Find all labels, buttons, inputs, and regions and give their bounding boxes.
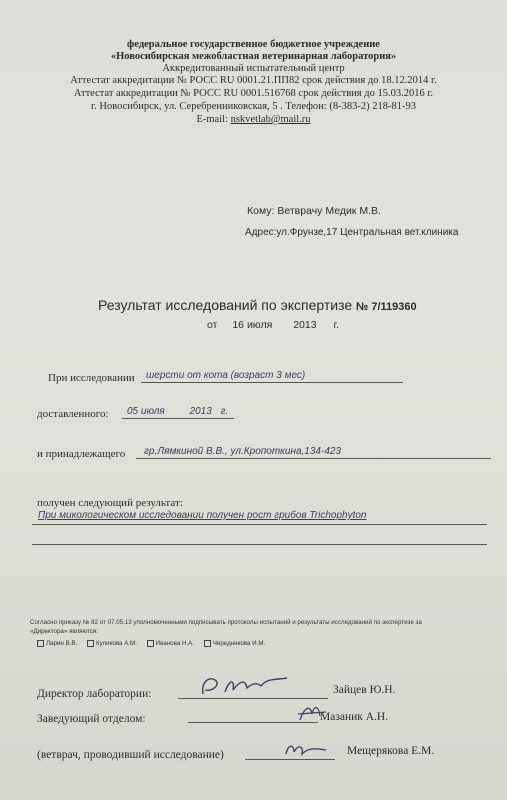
delivered-underline [122, 418, 234, 419]
title-number: № 7/119360 [356, 301, 417, 313]
director-name: Зайцев Ю.Н. [333, 684, 396, 696]
delivered-label: доставленного: [37, 408, 109, 420]
email-label: E-mail: [196, 114, 228, 125]
org-type: федеральное государственное бюджетное учреждение [127, 39, 380, 50]
result-value: При микологическом исследовании получен рост грибов Trichophyton [38, 510, 367, 521]
director-signature [195, 672, 295, 702]
delivered-year: 2013 [189, 406, 212, 417]
title-from: от [207, 319, 218, 331]
title-year-suffix: г. [333, 319, 339, 331]
result-underline-1 [32, 524, 487, 525]
org-name: «Новосибирская межобластная ветеринарная лаборатория» [110, 51, 397, 62]
owner-label: и принадлежащего [37, 448, 126, 460]
authorized-person: Куликова А.М. [87, 640, 137, 647]
owner-underline [136, 458, 491, 459]
authorized-person: Ларин В.В. [37, 640, 77, 647]
result-underline-2 [32, 544, 487, 545]
checkbox-icon [147, 640, 154, 647]
vet-signature [282, 740, 330, 760]
authorized-person: Чередникова И.М. [204, 640, 265, 647]
authorized-person: Иванова Н.А. [147, 640, 194, 647]
result-label: получен следующий результат: [37, 497, 183, 509]
director-label: Директор лаборатории: [37, 688, 152, 700]
title-day-month: 16 июля [232, 319, 273, 331]
title-date [207, 319, 339, 331]
research-value: шерсти от кота (возраст 3 мес) [146, 370, 306, 381]
recipient-address: Адрес:ул.Фрунзе,17 Центральная вет.клиника [245, 227, 459, 238]
authorized-list [37, 640, 265, 647]
checkbox-icon [37, 640, 44, 647]
owner-value: гр.Лямкиной В.В., ул.Кропоткина,134-423 [144, 446, 342, 457]
checkbox-icon [87, 640, 94, 647]
footnote-line2: «Директора» являются: [30, 628, 98, 635]
delivered-suffix: г. [220, 406, 229, 417]
head-name: Мазаник А.Н. [320, 711, 389, 723]
email-line [0, 114, 507, 126]
vet-name: Мещерякова Е.М. [347, 745, 435, 757]
research-label: При исследовании [48, 372, 135, 384]
attestat-2: Аттестат аккредитации № РОСС RU 0001.516768 срок действия до 15.03.2016 г. [73, 88, 434, 99]
center-name: Аккредитованный испытательный центр [162, 63, 345, 74]
research-underline [141, 382, 403, 383]
page-title [98, 297, 417, 313]
email-link[interactable]: nskvetlab@mail.ru [230, 114, 311, 125]
head-label: Заведующий отделом: [37, 713, 146, 725]
recipient-to: Кому: Ветврачу Медик М.В. [247, 205, 381, 217]
checkbox-icon [204, 640, 211, 647]
head-signature [296, 700, 330, 726]
attestat-1: Аттестат аккредитации № РОСС RU 0001.21.ПП82 срок действия до 18.12.2014 г. [70, 75, 437, 86]
delivered-day-month: 05 июля [127, 406, 165, 417]
vet-label: (ветврач, проводивший исследование) [37, 749, 224, 761]
footnote-line1: Согласно приказу № 82 от 07.05.13 уполномоченными подписывать протоколы испытаний и результаты исследований по экспертизе за [30, 619, 422, 626]
title-main: Результат исследований по экспертизе [98, 297, 353, 313]
delivered-date [127, 406, 228, 417]
org-address: г. Новосибирск, ул. Серебренниковская, 5 . Телефон: (8-383-2) 218-81-93 [91, 101, 416, 112]
title-year: 2013 [293, 319, 317, 331]
